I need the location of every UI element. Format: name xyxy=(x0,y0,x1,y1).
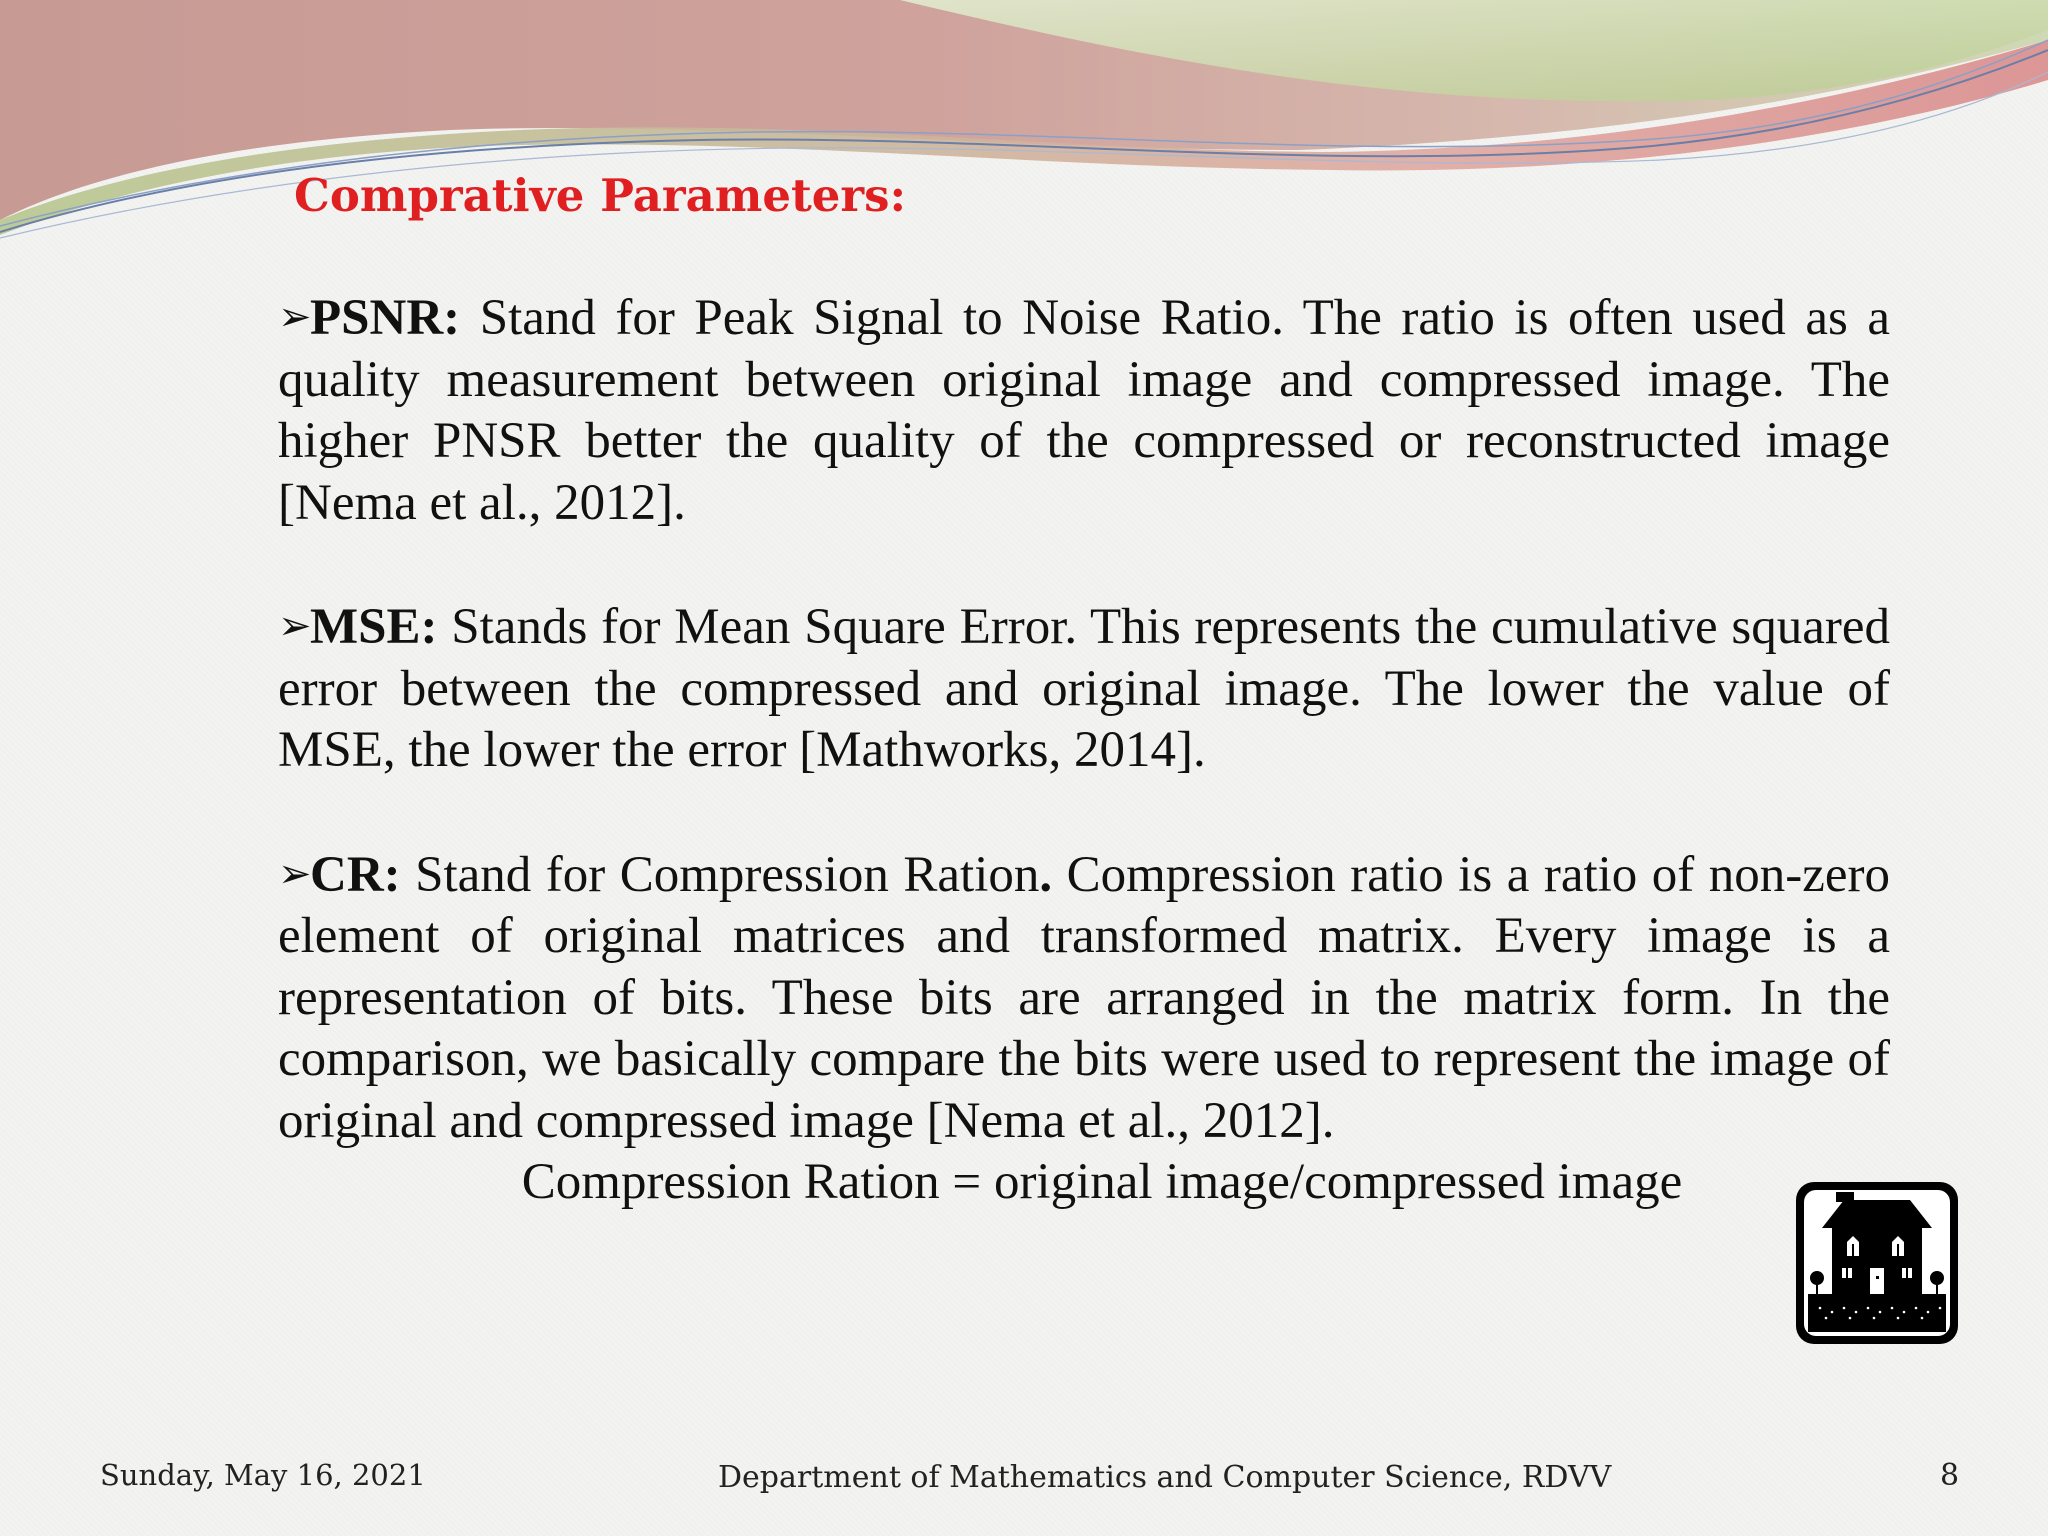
footer-date: Sunday, May 16, 2021 xyxy=(100,1458,426,1492)
arrow-bullet-icon: ➢ xyxy=(278,850,312,896)
bullet-psnr xyxy=(278,286,1890,534)
term-cr: CR: xyxy=(310,846,401,903)
term-psnr: PSNR: xyxy=(310,290,461,346)
definition-psnr: Stand for Peak Signal to Noise Ratio. The ratio is often used as a quality measurement between original image and compressed image. The higher PNSR better the quality of the compressed or reconstructed image [Nema et al., 2012]. xyxy=(278,290,1890,531)
arrow-bullet-icon: ➢ xyxy=(278,294,312,339)
slide-page-number: 8 xyxy=(1940,1458,1960,1493)
definition-cr-a: Stand for Compression Ration xyxy=(400,846,1040,903)
home-house-icon[interactable] xyxy=(1792,1178,1962,1348)
term-mse: MSE: xyxy=(310,599,438,655)
definition-mse: Stands for Mean Square Error. This represents the cumulative squared error between the compressed and original image. The lower the value of MSE, the lower the error [Mathworks, 2014]. xyxy=(278,599,1890,778)
slide-title: Comprative Parameters: xyxy=(294,169,907,222)
footer-department: Department of Mathematics and Computer Science, RDVV xyxy=(718,1460,1612,1495)
arrow-bullet-icon: ➢ xyxy=(278,603,312,648)
slide-body xyxy=(278,286,1890,1214)
bullet-mse xyxy=(278,595,1890,782)
bullet-cr xyxy=(278,843,1890,1153)
definition-cr-dot: . xyxy=(1039,846,1053,903)
definition-cr-b: Compression ratio is a ratio of non-zero element of original matrices and transformed matrix. Every image is a representation of bits. These bits are arranged in the matrix form. In the comparison, we basically compare the bits were used to represent the image of original and compressed image [Nema et al., 2012]. xyxy=(278,846,1890,1149)
compression-ratio-formula: Compression Ration = original image/compressed image xyxy=(521,1154,1683,1210)
